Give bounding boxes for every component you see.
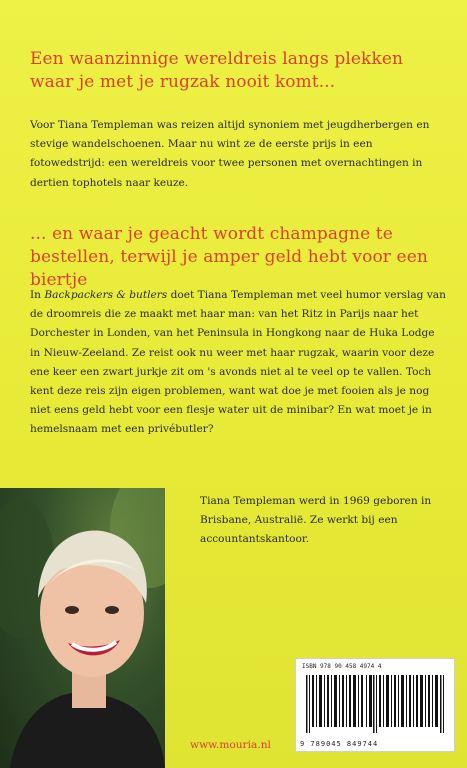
intro-paragraph: Voor Tiana Templeman was reizen altijd synoniem met jeugdherbergen en stevige wandelschoenen. Maar nu wint ze de eerste prijs in een fotowedstrijd: een wereldreis voor twee personen met overnachtingen in dertien tophotels naar keuze. [30, 119, 430, 189]
headline-middle: ... en waar je geacht wordt champagne te bestellen, terwijl je amper geld hebt voor een biertje [30, 224, 428, 290]
description-paragraph [30, 286, 448, 440]
author-portrait-icon [0, 488, 165, 768]
publisher-url[interactable]: www.mouria.nl [190, 739, 271, 751]
barcode-bars-icon [306, 675, 444, 733]
barcode [295, 658, 455, 752]
headline-top: Een waanzinnige wereldreis langs plekken waar je met je rugzak nooit komt... [30, 49, 404, 92]
author-bio: Tiana Templeman werd in 1969 geboren in Brisbane, Australië. Ze werkt bij een accountantskantoor. [200, 495, 432, 546]
isbn-number: ISBN 978 90 458 4974 4 [302, 663, 382, 670]
description-prefix: In [30, 289, 45, 301]
barcode-digits: 9 789045 849744 [300, 740, 379, 748]
book-title: Backpackers & butlers [44, 289, 168, 301]
author-photo [0, 488, 165, 768]
description-text: doet Tiana Templeman met veel humor verslag van de droomreis die ze maakt met haar man: van het Ritz in Parijs naar het Dorchester in Londen, van het Peninsula in Hongkong naar de Huka Lodge in Nieuw-Zeeland. Ze reist ook nu weer met haar rugzak, waarin voor deze ene keer een zwart jurkje zit om 's avonds niet al te veel op te vallen. Toch kent deze reis zijn eigen problemen, want wat doe je met fooien als je nog niet eens geld hebt voor een flesje water uit de minibar? En wat moet je in hemelsnaam met een privébutler? [30, 289, 446, 436]
